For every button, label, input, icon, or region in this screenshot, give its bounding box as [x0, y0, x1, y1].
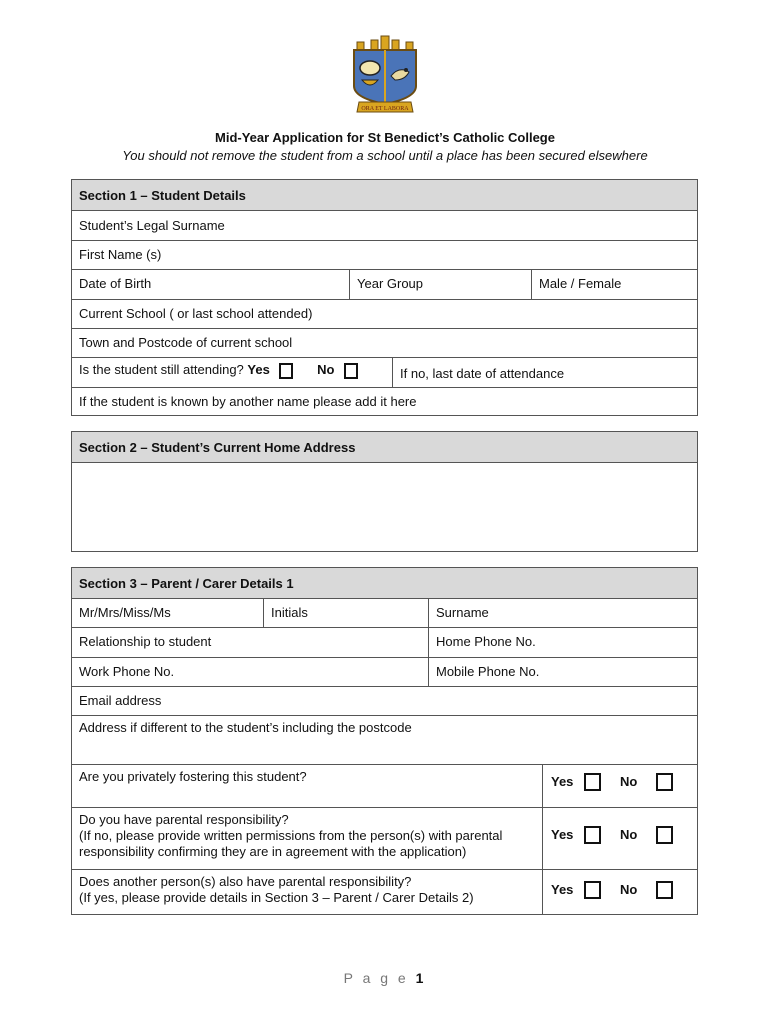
yes-no-options	[542, 870, 697, 914]
field-first-name[interactable]	[72, 240, 697, 269]
yes-no-options	[542, 765, 697, 807]
field-work-phone[interactable]	[72, 658, 428, 686]
field-label: Current School ( or last school attended)	[79, 306, 313, 321]
yes-checkbox[interactable]	[584, 881, 601, 899]
field-title[interactable]	[72, 599, 263, 627]
section-header	[72, 568, 697, 598]
field-label: Relationship to student	[79, 634, 212, 649]
no-label: No	[620, 827, 638, 842]
college-crest-logo	[349, 34, 421, 116]
page-number: 1	[415, 970, 427, 986]
field-label: First Name (s)	[79, 247, 162, 262]
field-label: If no, last date of attendance	[400, 366, 565, 381]
field-label: Mobile Phone No.	[436, 664, 540, 679]
row-still-attending	[72, 357, 697, 387]
home-address-field[interactable]	[72, 462, 697, 551]
section-parent-carer	[71, 567, 698, 915]
field-date-of-birth[interactable]	[72, 270, 349, 299]
page-label: P a g e	[343, 970, 409, 986]
question-parental-responsibility	[72, 808, 542, 869]
row-title-initials-surname	[72, 598, 697, 627]
question-still-attending	[72, 358, 392, 387]
question-line: Do you have parental responsibility?	[79, 812, 289, 827]
field-label: Mr/Mrs/Miss/Ms	[79, 605, 171, 620]
no-label: No	[620, 774, 638, 789]
svg-text:ORA ET LABORA: ORA ET LABORA	[361, 106, 409, 112]
section-header	[72, 432, 697, 462]
no-checkbox[interactable]	[344, 363, 358, 379]
field-current-school[interactable]	[72, 299, 697, 328]
section-heading: Section 2 – Student’s Current Home Address	[79, 440, 356, 455]
no-checkbox[interactable]	[656, 826, 673, 844]
field-initials[interactable]	[263, 599, 428, 627]
field-label: Student’s Legal Surname	[79, 218, 225, 233]
section-heading: Section 3 – Parent / Carer Details 1	[79, 576, 294, 591]
yes-checkbox[interactable]	[584, 826, 601, 844]
field-year-group[interactable]	[349, 270, 531, 299]
section-student-details	[71, 179, 698, 416]
question-line: responsibility confirming they are in agreement with the application)	[79, 844, 467, 859]
no-checkbox[interactable]	[656, 881, 673, 899]
field-mobile-phone[interactable]	[428, 658, 697, 686]
yes-label: Yes	[551, 827, 574, 842]
yes-label: Yes	[247, 362, 270, 377]
row-private-fostering	[72, 764, 697, 807]
form-title: Mid-Year Application for St Benedict’s Catholic College	[215, 130, 555, 145]
field-label: If the student is known by another name please add it here	[79, 394, 417, 409]
row-relationship-home-phone	[72, 627, 697, 657]
section-header	[72, 180, 697, 210]
yes-label: Yes	[551, 774, 574, 789]
section-home-address	[71, 431, 698, 552]
field-label: Work Phone No.	[79, 664, 175, 679]
field-home-phone[interactable]	[428, 628, 697, 657]
question-private-fostering	[72, 765, 542, 807]
field-surname[interactable]	[428, 599, 697, 627]
yes-no-options	[542, 808, 697, 869]
row-other-parental-responsibility	[72, 869, 697, 914]
section-heading: Section 1 – Student Details	[79, 188, 246, 203]
no-label: No	[620, 882, 638, 897]
field-legal-surname[interactable]	[72, 210, 697, 240]
field-label: Address if different to the student’s including the postcode	[79, 720, 412, 735]
field-last-date[interactable]	[392, 358, 697, 387]
question-line: Does another person(s) also have parental responsibility?	[79, 874, 412, 889]
row-dob-year-sex	[72, 269, 697, 299]
field-label: Male / Female	[539, 276, 622, 291]
question-label: Are you privately fostering this student?	[79, 769, 307, 784]
no-checkbox[interactable]	[656, 773, 673, 791]
field-email[interactable]	[72, 686, 697, 715]
field-label: Surname	[436, 605, 489, 620]
field-label: Town and Postcode of current school	[79, 335, 293, 350]
field-address-different[interactable]	[72, 715, 697, 764]
question-line: (If no, please provide written permissions from the person(s) with parental	[79, 828, 503, 843]
row-parental-responsibility	[72, 807, 697, 869]
field-other-name[interactable]	[72, 387, 697, 415]
field-label: Year Group	[357, 276, 424, 291]
field-sex[interactable]	[531, 270, 697, 299]
no-label: No	[317, 362, 335, 377]
field-relationship[interactable]	[72, 628, 428, 657]
page-footer	[0, 970, 770, 986]
yes-checkbox[interactable]	[279, 363, 293, 379]
field-label: Email address	[79, 693, 162, 708]
question-other-parental-responsibility	[72, 870, 542, 914]
field-label: Home Phone No.	[436, 634, 536, 649]
field-label: Initials	[271, 605, 308, 620]
row-work-mobile-phone	[72, 657, 697, 686]
field-town-postcode[interactable]	[72, 328, 697, 357]
question-line: (If yes, please provide details in Section 3 – Parent / Carer Details 2)	[79, 890, 474, 905]
question-label: Is the student still attending?	[79, 362, 244, 377]
yes-label: Yes	[551, 882, 574, 897]
form-subtitle: You should not remove the student from a school until a place has been secured elsewhere	[122, 148, 648, 163]
field-label: Date of Birth	[79, 276, 152, 291]
yes-checkbox[interactable]	[584, 773, 601, 791]
